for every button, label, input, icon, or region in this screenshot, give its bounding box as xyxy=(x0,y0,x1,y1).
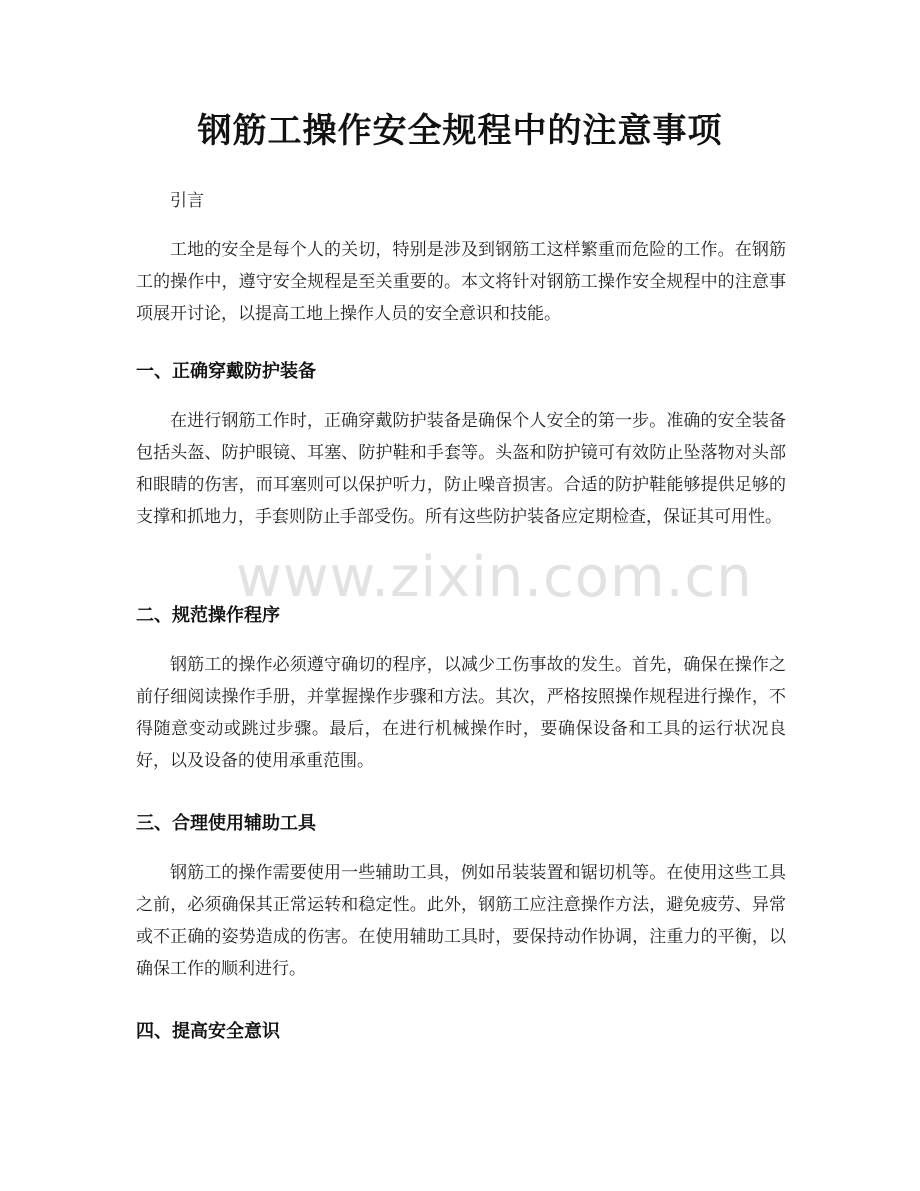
intro-label: 引言 xyxy=(170,191,204,211)
intro-paragraph: 工地的安全是每个人的关切，特别是涉及到钢筋工这样繁重而危险的工作。在钢筋工的操作中，遵守安全规程是至关重要的。本文将针对钢筋工操作安全规程中的注意事项展开讨论，以提高工地上操作人员的安全意识和技能。 xyxy=(136,240,786,324)
page-title: 钢筋工操作安全规程中的注意事项 xyxy=(197,111,723,151)
section-paragraph-3: 钢筋工的操作需要使用一些辅助工具，例如吊装装置和锯切机等。在使用这些工具之前，必须确保其正常运转和稳定性。此外，钢筋工应注意操作方法，避免疲劳、异常或不正确的姿势造成的伤害。在使用辅助工具时，要保持动作协调，注重力的平衡，以确保工作的顺利进行。 xyxy=(136,863,786,979)
section-paragraph-1: 在进行钢筋工作时，正确穿戴防护装备是确保个人安全的第一步。准确的安全装备包括头盔、防护眼镜、耳塞、防护鞋和手套等。头盔和防护镜可有效防止坠落物对头部和眼睛的伤害，而耳塞则可以保护听力，防止噪音损害。合适的防护鞋能够提供足够的支撑和抓地力，手套则防止手部受伤。所有这些防护装备应定期检查，保证其可用性。 xyxy=(136,411,786,527)
section-heading-1: 一、正确穿戴防护装备 xyxy=(136,361,316,382)
section-heading-2: 二、规范操作程序 xyxy=(136,605,280,626)
section-heading-4: 四、提高安全意识 xyxy=(136,1021,280,1042)
watermark: www.zixin.com.cn xyxy=(236,545,753,610)
section-paragraph-2: 钢筋工的操作必须遵守确切的程序，以减少工伤事故的发生。首先，确保在操作之前仔细阅读操作手册，并掌握操作步骤和方法。其次，严格按照操作规程进行操作，不得随意变动或跳过步骤。最后，在进行机械操作时，要确保设备和工具的运行状况良好，以及设备的使用承重范围。 xyxy=(136,655,786,771)
section-heading-3: 三、合理使用辅助工具 xyxy=(136,813,316,834)
